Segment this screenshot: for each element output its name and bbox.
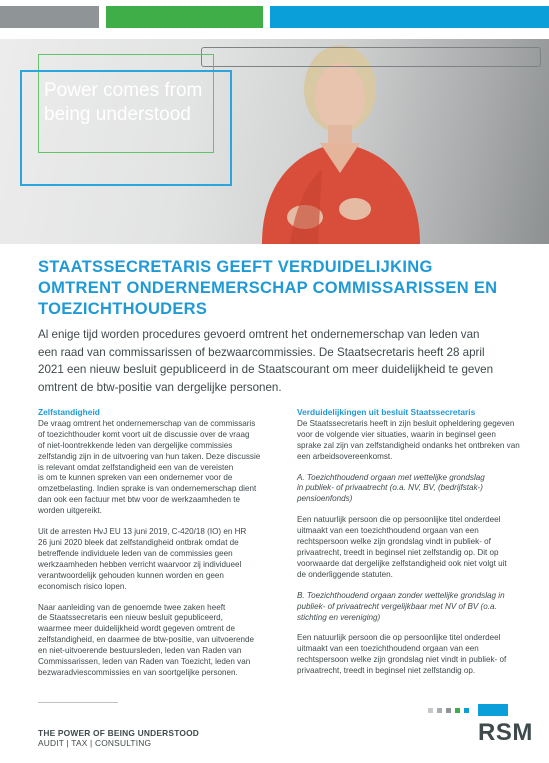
text-line: worden uitgereikt.	[38, 506, 102, 516]
paragraph	[38, 603, 286, 679]
rsm-logo-marks	[428, 700, 508, 718]
text-line: privaatrecht, treedt in beginsel niet zelfstandig op. Dit op	[297, 547, 499, 557]
text-line: de Staatssecretaris een nieuw besluit gepubliceerd,	[38, 613, 223, 623]
text-line: sprake zal zijn van zelfstandigheid ondanks het ontbreken van	[297, 440, 520, 450]
footer-divider	[38, 702, 118, 703]
text-line: De vraag omtrent het ondernemerschap van de commissaris	[38, 418, 256, 428]
text-line: in publiek- of privaatrecht (o.a. NV, BV, (bedrijfstak-)	[297, 483, 483, 493]
text-line: omzetbelasting. Indien sprake is van ondernemerschap dient	[38, 484, 257, 494]
text-line: uitmaakt van een toezichthoudend orgaan van een	[297, 526, 479, 536]
color-bar-blue	[270, 6, 549, 28]
text-line: Naar aanleiding van de genoemde twee zaken heeft	[38, 602, 226, 612]
text-line: Een natuurlijk persoon die op persoonlijke titel onderdeel	[297, 515, 501, 525]
text-line: of niet-loontrekkende leden van dergelijke commissies	[38, 440, 233, 450]
text-line: pensioenfonds)	[297, 494, 353, 504]
color-bar-green	[106, 6, 263, 28]
decorative-frame-gray	[201, 47, 541, 67]
lead-line: Al enige tijd worden procedures gevoerd omtrent het ondernemerschap van leden van	[38, 328, 480, 341]
text-line: rechtspersoon welke zijn grondslag niet vindt in publiek- of	[297, 655, 507, 665]
text-line: werkzaamheden hebben verricht waarvoor zij individueel	[38, 559, 242, 569]
text-line: Uit de arresten HvJ EU 13 juni 2019, C-420/18 (IO) en HR	[38, 527, 247, 537]
text-line: is om te kunnen spreken van een ondernemer voor de	[38, 473, 233, 483]
rsm-logo: RSM	[478, 719, 533, 746]
text-line: de onderliggende statuten.	[297, 569, 393, 579]
title-line: TOEZICHTHOUDERS	[38, 300, 208, 318]
text-line: betreffende individuele leden van de commissies geen	[38, 548, 233, 558]
title-line: OMTRENT ONDERNEMERSCHAP COMMISSARISSEN EN	[38, 279, 498, 297]
lead-paragraph	[38, 326, 518, 396]
section-heading-zelfstandigheid: Zelfstandigheid	[38, 407, 100, 417]
color-bar-gray	[0, 6, 99, 28]
text-line: of toezichthouder komt voort uit de discussie over de vraag	[38, 429, 250, 439]
text-line: privaatrecht, treedt in beginsel niet zelfstandig op.	[297, 666, 476, 676]
text-line: een arbeidsovereenkomst.	[297, 451, 393, 461]
text-line: uitmaakt van een toezichthoudend orgaan van een	[297, 644, 479, 654]
text-line: stichting en vereniging)	[297, 612, 381, 622]
paragraph	[38, 419, 286, 517]
footer-services: AUDIT | TAX | CONSULTING	[38, 738, 152, 748]
lead-line: 2021 een nieuw besluit gepubliceerd in de Staatscourant om meer duidelijkheid te geven	[38, 363, 494, 376]
footer-tagline: THE POWER OF BEING UNDERSTOOD	[38, 728, 200, 738]
text-line: zelfstandigheid, en daarmee de btw-positie, van uitvoerende	[38, 635, 254, 645]
text-line: publiek- of privaatrecht vergelijkbaar met NV of BV (o.a.	[297, 601, 497, 611]
text-line: dan ook een factuur met btw voor de werkzaamheden te	[38, 495, 241, 505]
paragraph	[38, 527, 286, 592]
text-line: en niet-uitvoerende bestuursleden, leden van Raden van	[38, 646, 242, 656]
paragraph	[297, 633, 545, 677]
section-heading-verduidelijkingen: Verduidelijkingen uit besluit Staatssecretaris	[297, 407, 476, 417]
text-line: waarmee meer duidelijkheid wordt gegeven omtrent de	[38, 624, 236, 634]
case-a-heading	[297, 473, 545, 506]
lead-line: een raad van commissarissen of bezwaarcommissies. De Staatsecretaris heeft 28 april	[38, 345, 485, 359]
hero-banner	[0, 39, 549, 244]
right-column	[297, 407, 545, 687]
text-line: voor de volgende vier situaties, waarin in beginsel geen	[297, 429, 496, 439]
hero-title	[44, 79, 234, 127]
text-line: De Staatssecretaris heeft in zijn besluit opheldering gegeven	[297, 418, 515, 428]
text-line: B. Toezichthoudend orgaan zonder wettelijke grondslag in	[297, 590, 505, 600]
text-line: voorwaarde dat dergelijke zelfstandigheid ook niet volgt uit	[297, 558, 507, 568]
text-line: A. Toezichthoudend orgaan met wettelijke grondslag	[297, 472, 485, 482]
text-line: verantwoordelijk gehouden kunnen worden en geen	[38, 570, 224, 580]
text-line: bezwaradviescommissies en van soortgelijke personen.	[38, 667, 238, 677]
lead-line: omtrent de btw-positie van dergelijke personen.	[38, 380, 282, 394]
text-line: economisch risico lopen.	[38, 581, 127, 591]
page-title	[38, 257, 528, 320]
text-line: zelfstandig zijn in de uitvoering van hun taken. Deze discussie	[38, 451, 261, 461]
text-line: rechtspersoon welke zijn grondslag vindt in publiek- of	[297, 537, 491, 547]
text-line: Commissarissen, leden van Raden van Toezicht, leden van	[38, 657, 251, 667]
text-line: Een natuurlijk persoon die op persoonlijke titel onderdeel	[297, 633, 501, 643]
title-line: STAATSSECRETARIS GEEFT VERDUIDELIJKING	[38, 258, 433, 276]
paragraph	[297, 419, 545, 463]
hero-title-line: being understood	[44, 104, 191, 125]
case-b-heading	[297, 591, 545, 624]
paragraph	[297, 515, 545, 580]
text-line: 26 juni 2020 bleek dat zelfstandigheid ontbrak omdat de	[38, 537, 239, 547]
text-line: is relevant omdat zelfstandigheid een van de vereisten	[38, 462, 234, 472]
left-column	[38, 407, 286, 689]
hero-title-line: Power comes from	[44, 80, 203, 101]
